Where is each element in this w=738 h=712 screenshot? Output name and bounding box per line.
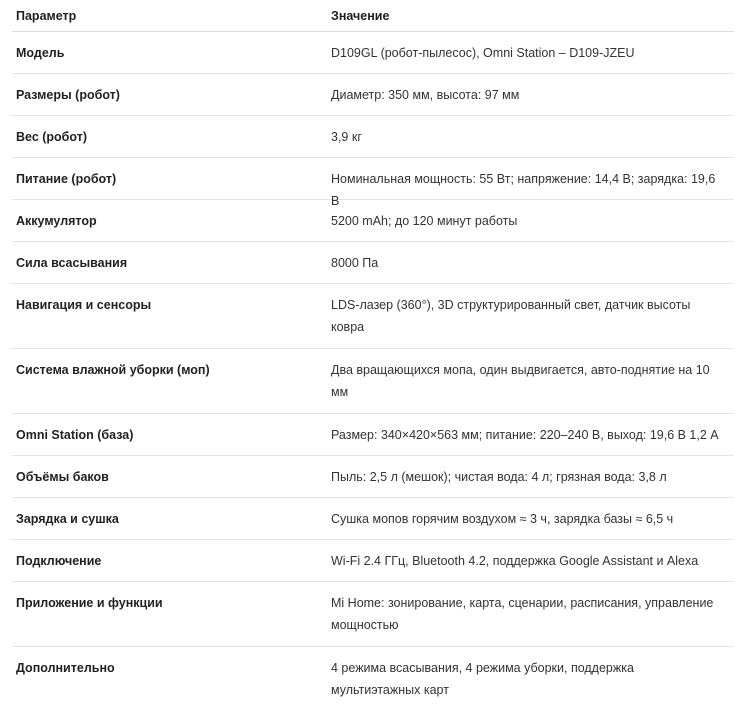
row-value: Mi Home: зонирование, карта, сценарии, расписания, управление мощностью — [331, 596, 714, 632]
row-param: Вес (робот) — [16, 130, 88, 144]
table-row — [12, 414, 734, 456]
row-param: Дополнительно — [16, 661, 115, 675]
row-param: Сила всасывания — [16, 256, 128, 270]
row-param: Подключение — [16, 554, 102, 568]
row-value: Диаметр: 350 мм, высота: 97 мм — [331, 88, 520, 102]
row-value: Размер: 340×420×563 мм; питание: 220–240 В, выход: 19,6 В 1,2 А — [331, 428, 719, 442]
row-param: Навигация и сенсоры — [16, 298, 152, 312]
row-param: Питание (робот) — [16, 172, 117, 186]
table-row — [12, 242, 734, 284]
row-value: Сушка мопов горячим воздухом ≈ 3 ч, зарядка базы ≈ 6,5 ч — [331, 512, 674, 526]
table-row — [12, 349, 734, 414]
row-param: Приложение и функции — [16, 596, 163, 610]
spec-table — [12, 0, 734, 712]
table-row — [12, 74, 734, 116]
table-header-row — [12, 0, 734, 32]
row-value: Номинальная мощность: 55 Вт; напряжение: 14,4 В; зарядка: 19,6 В — [331, 172, 716, 208]
table-row — [12, 540, 734, 582]
table-row — [12, 456, 734, 498]
table-row — [12, 158, 734, 208]
row-param: Зарядка и сушка — [16, 512, 119, 526]
table-row — [12, 200, 734, 242]
row-param: Модель — [16, 46, 65, 60]
header-param: Параметр — [16, 8, 77, 23]
row-param: Размеры (робот) — [16, 88, 120, 102]
row-value: 4 режима всасывания, 4 режима уборки, поддержка мультиэтажных карт — [331, 661, 634, 697]
table-row — [12, 647, 734, 712]
row-param: Omni Station (база) — [16, 428, 134, 442]
table-row — [12, 32, 734, 74]
row-value: D109GL (робот-пылесос), Omni Station – D109-JZEU — [331, 46, 635, 60]
row-param: Объёмы баков — [16, 470, 109, 484]
row-value: LDS-лазер (360°), 3D структурированный свет, датчик высоты ковра — [331, 298, 691, 334]
row-param: Аккумулятор — [16, 214, 97, 228]
row-value: Пыль: 2,5 л (мешок); чистая вода: 4 л; грязная вода: 3,8 л — [331, 470, 667, 484]
header-value: Значение — [331, 8, 390, 23]
table-row — [12, 284, 734, 349]
row-value: 8000 Па — [331, 256, 379, 270]
table-row — [12, 116, 734, 158]
table-row — [12, 498, 734, 540]
row-value: Wi-Fi 2.4 ГГц, Bluetooth 4.2, поддержка Google Assistant и Alexa — [331, 554, 699, 568]
row-value: 3,9 кг — [331, 130, 362, 144]
table-row — [12, 582, 734, 647]
row-value: 5200 mAh; до 120 минут работы — [331, 214, 518, 228]
row-param: Система влажной уборки (моп) — [16, 363, 210, 377]
row-value: Два вращающихся мопа, один выдвигается, авто-поднятие на 10 мм — [331, 363, 710, 399]
